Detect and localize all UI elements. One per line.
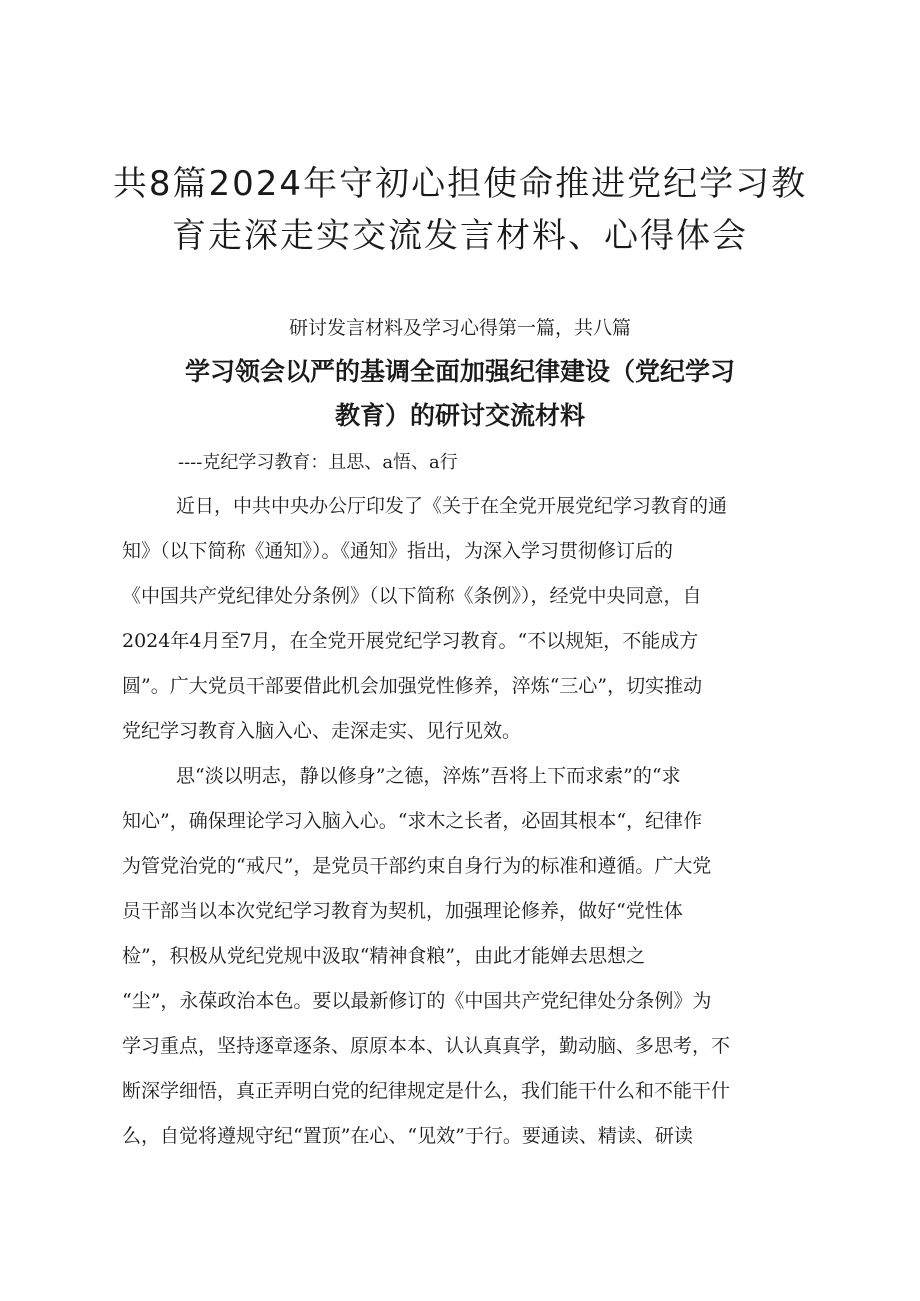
paragraph-line: 检”，积极从党纪党规中汲取“精神食粮”，由此才能婵去思想之 bbox=[122, 945, 646, 967]
paragraph-line: 么，自觉将遵规守纪“置顶”在心、“见效”于行。要通读、精读、研读 bbox=[122, 1125, 693, 1147]
paragraph-line: “尘”，永葆政治本色。要以最新修订的《中国共产党纪律处分条例》为 bbox=[122, 990, 712, 1012]
main-title-line-1: 共8篇2024年守初心担使命推进党纪学习教 bbox=[112, 164, 808, 204]
paragraph-line: 学习重点，坚持逐章逐条、原原本本、认认真真学，勤动脑、多思考，不 bbox=[122, 1035, 731, 1057]
paragraph-line: 2024年4月至7月，在全党开展党纪学习教育。“不以规矩，不能成方 bbox=[122, 630, 699, 652]
paragraph-line: 党纪学习教育入脑入心、走深走实、见行见效。 bbox=[122, 720, 522, 742]
article-title-line-1: 学习领会以严的基调全面加强纪律建设（党纪学习 bbox=[184, 357, 735, 386]
paragraph-line: 圆”。广大党员干部要借此机会加强党性修养，淬炼“三心”，切实推动 bbox=[122, 675, 703, 697]
paragraph-line: 知心”，确保理论学习入脑入心。“求木之长者，必固其根本“，纪律作 bbox=[122, 810, 703, 832]
paragraph-line: 知》（以下简称《通知》）。《通知》指出，为深入学习贯彻修订后的 bbox=[122, 540, 674, 562]
paragraph-line: 断深学细悟，真正弄明白党的纪律规定是什么，我们能干什么和不能干什 bbox=[122, 1080, 731, 1102]
paragraph-line: 《中国共产党纪律处分条例》（以下简称《条例》），经党中央同意，自 bbox=[122, 585, 702, 607]
subtitle: 研讨发言材料及学习心得第一篇，共八篇 bbox=[288, 317, 631, 339]
main-title-line-2: 育走深走实交流发言材料、心得体会 bbox=[172, 216, 748, 256]
paragraph-line: 思“淡以明志，静以修身”之德，淬炼”吾将上下而求索”的“求 bbox=[176, 765, 681, 787]
paragraph-line: 员干部当以本次党纪学习教育为契机，加强理论修养，做好“党性体 bbox=[122, 900, 683, 922]
article-title-line-2: 教育）的研讨交流材料 bbox=[334, 401, 585, 430]
paragraph-line: 为管党治党的“戒尺”，是党员干部约束自身行为的标准和遵循。广大党 bbox=[122, 855, 712, 877]
byline: ----克纪学习教育：且思、a悟、a行 bbox=[178, 452, 458, 473]
paragraph-line: 近日，中共中央办公厅印发了《关于在全党开展党纪学习教育的通 bbox=[176, 495, 728, 517]
